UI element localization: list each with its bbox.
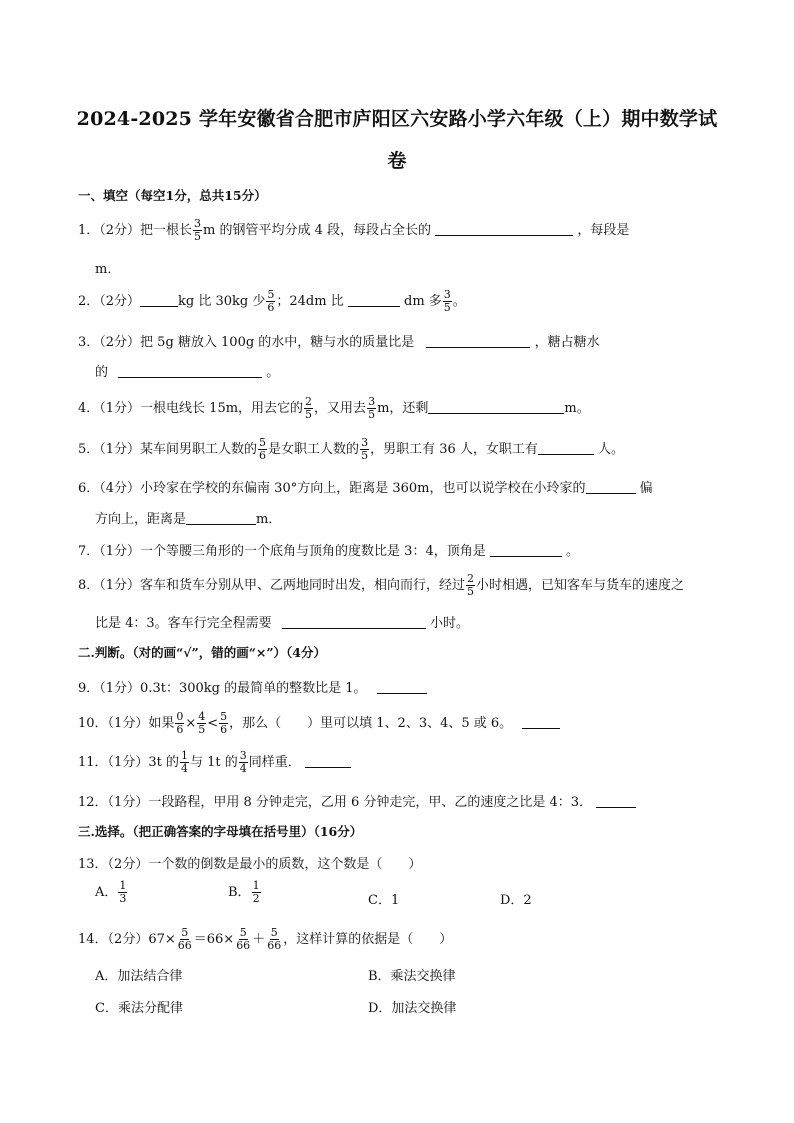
option-a[interactable]: A．加法结合律 (95, 969, 183, 984)
question-7: 7．（1分）一个等腰三角形的一个底角与顶角的度数比是 3：4，顶角是 。 (78, 544, 580, 559)
answer-blank[interactable] (282, 627, 426, 629)
fraction: $\frac{2}{5}$ (467, 572, 475, 598)
fraction: $\frac{1}{2}$ (252, 879, 260, 905)
section-heading-fill-in: 一、填空（每空1分，总共15分） (78, 188, 267, 203)
answer-blank[interactable] (522, 727, 560, 729)
section-heading-multiple-choice: 三.选择。（把正确答案的字母填在括号里）（16分） (78, 824, 363, 839)
question-11: 11．（1分）3t 的 $\frac{1}{4}$ 与 1t 的 $\frac{3}{4}$ 同样重． (78, 750, 728, 775)
question-2: 2．（2分） kg 比 30kg 少 $\frac{5}{6}$ ；24dm 比 dm 多 $\frac{3}{5}$ 。 (78, 288, 466, 314)
question-3: 3．（2分）把 5g 糖放入 100g 的水中，糖与水的质量比是 ，糖占糖水 (78, 335, 600, 350)
question-1: 1．（2分）把一根长 $\frac{3}{5}$ m 的钢管平均分成 4 段，每段占全长的 ，每段是 (78, 217, 630, 243)
question-8: 8．（1分）客车和货车分别从甲、乙两地同时出发，相向而行，经过 $\frac{2}{5}$ 小时相遇，已知客车与货车的速度之 (78, 572, 685, 598)
fraction: $\frac{1}{3}$ (119, 879, 127, 905)
question-6: 6．（4分）小玲家在学校的东偏南 30°方向上，距离是 360m，也可以说学校在小玲家的 偏 (78, 481, 653, 496)
answer-blank[interactable] (186, 523, 256, 525)
fraction: $\frac{5}{6}$ (267, 288, 275, 314)
page-title: 2024-2025 学年安徽省合肥市庐阳区六安路小学六年级（上）期中数学试 (76, 108, 718, 130)
question-6-continued: 方向上，距离是 m． (95, 512, 282, 527)
answer-blank[interactable] (377, 692, 427, 694)
fraction: $\frac{4}{5}$ (198, 710, 206, 736)
question-10: 10．（1分）如果 $\frac{0}{6}$ × $\frac{4}{5}$ < $\frac{5}{6}$ ，那么（ ）里可以填 1、2、3、4、5 或 6。 (78, 711, 728, 736)
page-title-continued: 卷 (387, 150, 407, 172)
question-3-continued: 的 。 (95, 365, 280, 380)
question-12: 12．（1分）一段路程，甲用 8 分钟走完，乙用 6 分钟走完，甲、乙的速度之比是 4：3． (78, 791, 728, 810)
fraction: $\frac{1}{4}$ (180, 749, 188, 775)
answer-blank[interactable] (140, 305, 178, 307)
fraction: $\frac{5}{6}$ (220, 710, 228, 736)
fraction: $\frac{3}{5}$ (368, 395, 376, 421)
answer-blank[interactable] (490, 555, 562, 557)
question-13: 13．（2分）一个数的倒数是最小的质数，这个数是（ ） (78, 857, 422, 872)
answer-blank[interactable] (435, 234, 573, 236)
option-a[interactable]: A． $\frac{1}{3}$ (95, 879, 127, 905)
answer-blank[interactable] (305, 766, 351, 768)
fraction: $\frac{3}{4}$ (239, 749, 247, 775)
fraction: $\frac{2}{5}$ (305, 395, 313, 421)
question-5: 5．（1分）某车间男职工人数的 $\frac{5}{6}$ 是女职工人数的 $\frac{3}{5}$ ，男职工有 36 人，女职工有 人。 (78, 436, 625, 462)
answer-blank[interactable] (596, 806, 636, 808)
option-c[interactable]: C．乘法分配律 (95, 1001, 183, 1016)
fraction: $\frac{5}{6}$ (259, 436, 267, 462)
answer-blank[interactable] (428, 412, 564, 414)
answer-blank[interactable] (586, 492, 636, 494)
question-4: 4．（1分）一根电线长 15m，用去它的 $\frac{2}{5}$ ，又用去 $\frac{3}{5}$ m，还剩 m。 (78, 395, 590, 421)
fraction: $\frac{0}{6}$ (176, 710, 184, 736)
question-9: 9．（1分）0.3t：300kg 的最简单的整数比是 1。 (78, 677, 728, 696)
answer-blank[interactable] (426, 346, 530, 348)
option-b[interactable]: B．乘法交换律 (368, 969, 456, 984)
answer-blank[interactable] (118, 376, 262, 378)
fraction: $\frac{5}{66}$ (267, 926, 282, 952)
question-14: 14．（2分）67× $\frac{5}{66}$ ＝66× $\frac{5}{66}$ ＋ $\frac{5}{66}$ ，这样计算的依据是（ ） (78, 926, 453, 952)
fraction: $\frac{5}{66}$ (236, 926, 251, 952)
answer-blank[interactable] (348, 305, 400, 307)
option-d[interactable]: D．加法交换律 (368, 1001, 457, 1016)
option-d[interactable]: D．2 (500, 893, 532, 908)
section-heading-true-false: 二.判断。（对的画“√”，错的画“×”）（4分） (78, 645, 326, 660)
fraction: $\frac{5}{66}$ (177, 926, 192, 952)
question-1-continued: m． (95, 262, 121, 277)
option-b[interactable]: B． $\frac{1}{2}$ (228, 879, 260, 905)
fraction: $\frac{3}{5}$ (443, 288, 451, 314)
answer-blank[interactable] (538, 453, 594, 455)
fraction: $\frac{3}{5}$ (361, 436, 369, 462)
option-c[interactable]: C．1 (368, 893, 400, 908)
question-8-continued: 比是 4：3。客车行完全程需要 小时。 (95, 616, 469, 631)
fraction: $\frac{3}{5}$ (194, 217, 202, 243)
